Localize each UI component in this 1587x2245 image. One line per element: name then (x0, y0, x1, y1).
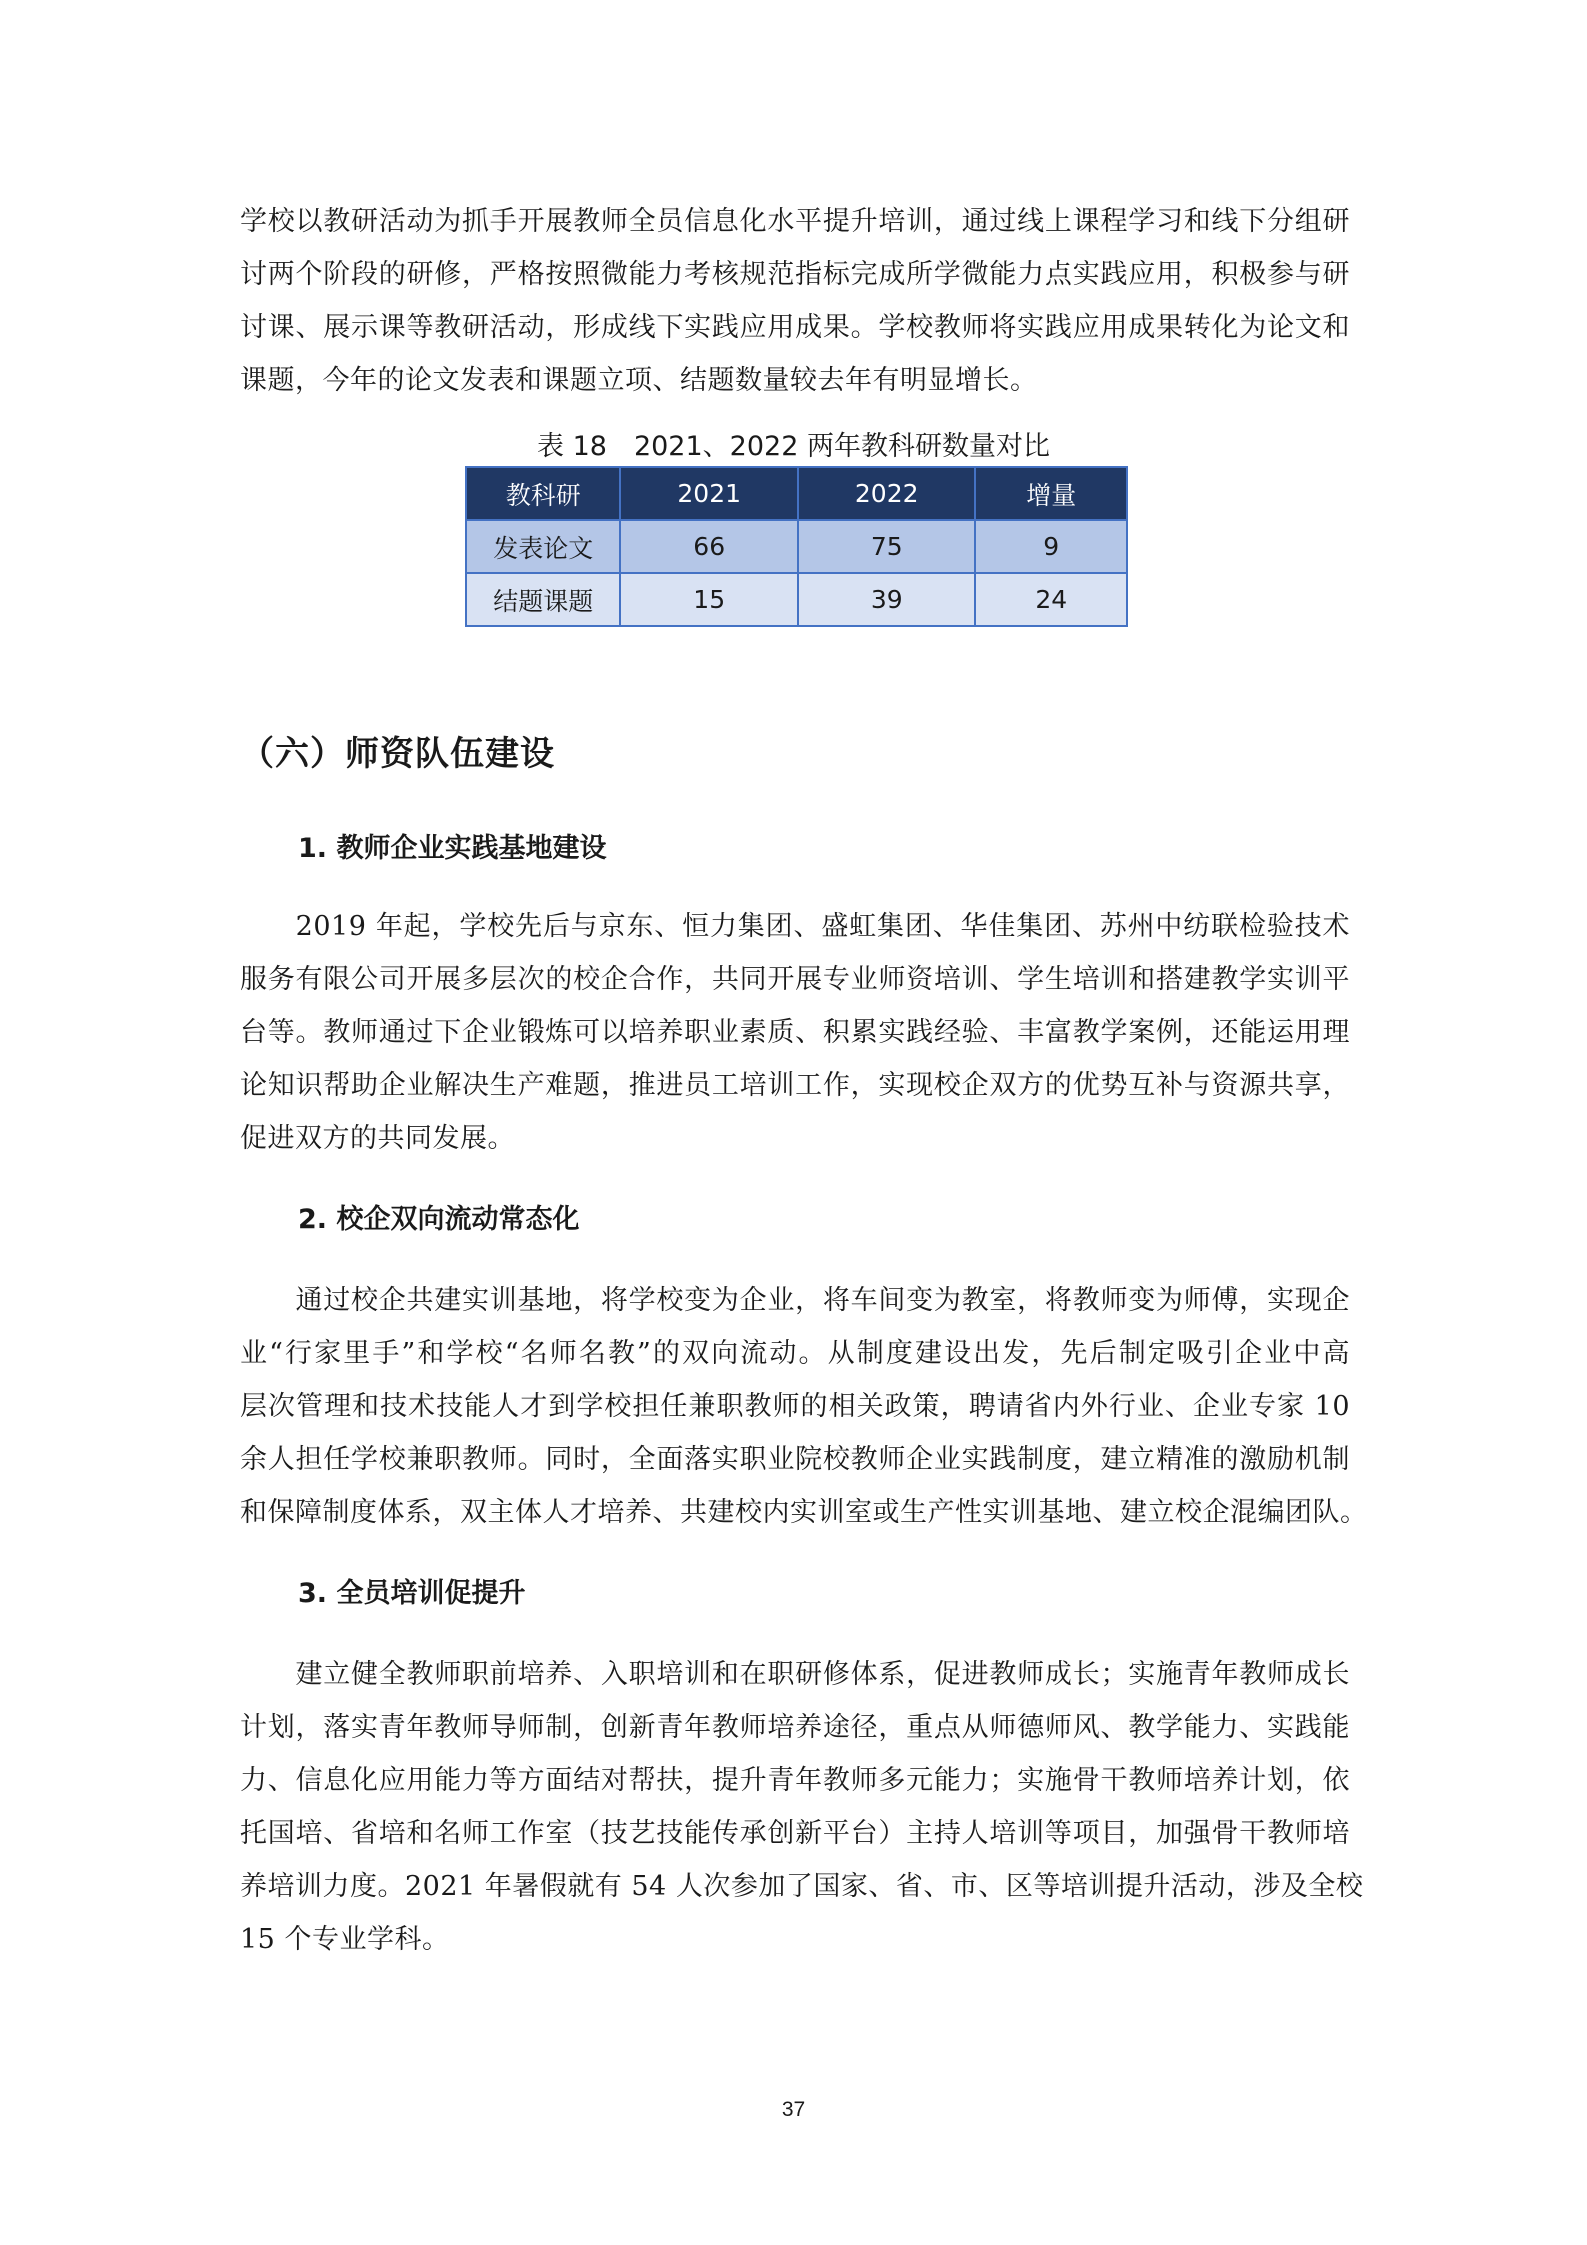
text-line: 和保障制度体系，双主体人才培养、共建校内实训室或生产性实训基地、建立校企混编团队。 (240, 1497, 1368, 1528)
intro-paragraph (240, 195, 1350, 407)
text-line: 层次管理和技术技能人才到学校担任兼职教师的相关政策，聘请省内外行业、企业专家 10 (240, 1391, 1350, 1422)
text-line: 论知识帮助企业解决生产难题，推进员工培训工作，实现校企双方的优势互补与资源共享， (240, 1070, 1350, 1101)
subsection-heading: 1. 教师企业实践基地建设 (298, 833, 607, 864)
text-line: 服务有限公司开展多层次的校企合作，共同开展专业师资培训、学生培训和搭建教学实训平 (240, 964, 1350, 995)
text-line: 业“行家里手”和学校“名师名教”的双向流动。从制度建设出发，先后制定吸引企业中高 (240, 1338, 1350, 1369)
table-header-cell: 教科研 (466, 467, 620, 520)
table-cell: 发表论文 (466, 520, 620, 573)
text-line: 余人担任学校兼职教师。同时，全面落实职业院校教师企业实践制度，建立精准的激励机制 (240, 1444, 1350, 1475)
table-row (466, 573, 1127, 626)
text-line: 讨两个阶段的研修，严格按照微能力考核规范指标完成所学微能力点实践应用，积极参与研 (240, 259, 1350, 290)
text-line: 促进双方的共同发展。 (240, 1123, 515, 1154)
subsection-heading: 2. 校企双向流动常态化 (298, 1204, 580, 1235)
table-cell: 75 (798, 520, 976, 573)
text-line: 建立健全教师职前培养、入职培训和在职研修体系，促进教师成长；实施青年教师成长 (240, 1659, 1350, 1690)
subsection-paragraph (240, 1274, 1368, 1539)
table-header-cell: 2022 (798, 467, 976, 520)
subsection-paragraph (240, 900, 1350, 1165)
text-line: 计划，落实青年教师导师制，创新青年教师培养途径，重点从师德师风、教学能力、实践能 (240, 1712, 1350, 1743)
section-heading: （六）师资队伍建设 (240, 734, 555, 774)
table-cell: 66 (620, 520, 798, 573)
table-cell: 24 (975, 573, 1127, 626)
page-number: 37 (781, 2098, 806, 2121)
text-line: 学校以教研活动为抓手开展教师全员信息化水平提升培训，通过线上课程学习和线下分组研 (240, 206, 1350, 237)
text-line: 课题，今年的论文发表和课题立项、结题数量较去年有明显增长。 (240, 365, 1038, 396)
table-header-row (466, 467, 1127, 520)
text-line: 15 个专业学科。 (240, 1924, 450, 1955)
table-cell: 结题课题 (466, 573, 620, 626)
table-cell: 9 (975, 520, 1127, 573)
table-caption: 表 18 2021、2022 两年教科研数量对比 (537, 431, 1050, 462)
text-line: 2019 年起，学校先后与京东、恒力集团、盛虹集团、华佳集团、苏州中纺联检验技术 (240, 911, 1350, 942)
text-line: 养培训力度。2021 年暑假就有 54 人次参加了国家、省、市、区等培训提升活动，涉及全校 (240, 1871, 1364, 1902)
table-cell: 39 (798, 573, 976, 626)
text-line: 通过校企共建实训基地，将学校变为企业，将车间变为教室，将教师变为师傅，实现企 (240, 1285, 1350, 1316)
table-header-cell: 增量 (975, 467, 1127, 520)
table-header-cell: 2021 (620, 467, 798, 520)
research-comparison-table (465, 466, 1128, 627)
text-line: 台等。教师通过下企业锻炼可以培养职业素质、积累实践经验、丰富教学案例，还能运用理 (240, 1017, 1350, 1048)
subsection-paragraph (240, 1648, 1364, 1966)
subsection-heading: 3. 全员培训促提升 (298, 1578, 526, 1609)
text-line: 力、信息化应用能力等方面结对帮扶，提升青年教师多元能力；实施骨干教师培养计划，依 (240, 1765, 1350, 1796)
text-line: 托国培、省培和名师工作室（技艺技能传承创新平台）主持人培训等项目，加强骨干教师培 (240, 1818, 1350, 1849)
table-cell: 15 (620, 573, 798, 626)
text-line: 讨课、展示课等教研活动，形成线下实践应用成果。学校教师将实践应用成果转化为论文和 (240, 312, 1350, 343)
table-row (466, 520, 1127, 573)
